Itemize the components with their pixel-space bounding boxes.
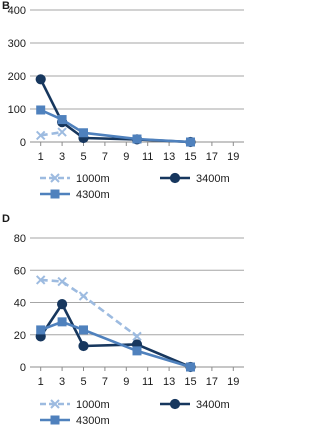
- data-point-4300m: [58, 317, 67, 326]
- y-tick-label: 100: [7, 104, 26, 116]
- legend-entry: [40, 173, 110, 185]
- x-tick-label: 19: [227, 151, 240, 163]
- series-line-3400m: [41, 304, 191, 367]
- data-point-3400m: [58, 300, 67, 309]
- y-tick-label: 400: [7, 5, 26, 17]
- data-point-4300m: [36, 105, 45, 114]
- x-tick-label: 1: [37, 151, 44, 163]
- y-tick-label: 300: [7, 38, 26, 50]
- legend-entry: [160, 173, 230, 185]
- x-tick-label: 15: [184, 376, 197, 388]
- data-point-1000m: [133, 332, 141, 340]
- y-tick-label: 20: [13, 329, 26, 342]
- series-line-1000m: [41, 280, 137, 337]
- y-tick-label: 200: [7, 71, 26, 83]
- legend-label: 4300m: [76, 415, 110, 427]
- chart-panel-d: [2, 213, 244, 427]
- legend-swatch-marker: [51, 190, 60, 199]
- data-point-4300m: [133, 135, 142, 144]
- legend-entry: [40, 415, 110, 427]
- y-tick-label: 0: [19, 137, 26, 149]
- legend-label: 3400m: [196, 173, 230, 185]
- legend-label: 1000m: [76, 399, 110, 411]
- panel-letter: B: [2, 0, 10, 12]
- x-tick-label: 3: [59, 376, 66, 388]
- y-tick-label: 80: [13, 233, 26, 245]
- y-tick-label: 0: [19, 362, 26, 374]
- legend-label: 3400m: [196, 399, 230, 411]
- x-tick-label: 1: [37, 376, 44, 388]
- data-point-1000m: [58, 278, 66, 286]
- data-point-4300m: [186, 138, 195, 147]
- x-tick-label: 5: [80, 151, 87, 163]
- x-tick-label: 3: [59, 151, 66, 163]
- data-point-4300m: [186, 363, 195, 372]
- data-point-1000m: [58, 128, 66, 136]
- data-point-4300m: [79, 325, 88, 334]
- legend-label: 1000m: [76, 173, 110, 185]
- data-point-4300m: [36, 325, 45, 334]
- data-point-4300m: [133, 346, 142, 355]
- data-point-3400m: [36, 75, 45, 84]
- data-point-4300m: [58, 115, 67, 124]
- x-tick-label: 17: [205, 376, 219, 388]
- x-tick-label: 13: [162, 376, 176, 388]
- legend-swatch-marker: [170, 173, 179, 182]
- legend-label: 4300m: [76, 189, 110, 201]
- data-point-1000m: [80, 292, 88, 300]
- legend-entry: [40, 399, 110, 411]
- data-point-4300m: [79, 128, 88, 137]
- x-tick-label: 9: [123, 376, 130, 388]
- x-tick-label: 7: [101, 151, 108, 163]
- legend-entry: [160, 399, 230, 411]
- x-tick-label: 17: [205, 151, 219, 163]
- legend-swatch-marker: [51, 416, 60, 425]
- y-tick-label: 60: [13, 265, 26, 278]
- chart-panel-b: [2, 0, 244, 201]
- x-tick-label: 9: [123, 151, 130, 163]
- y-tick-label: 40: [13, 297, 26, 310]
- data-point-3400m: [79, 341, 88, 350]
- x-tick-label: 19: [227, 376, 240, 388]
- panel-letter: D: [2, 213, 10, 225]
- x-tick-label: 11: [141, 151, 154, 163]
- x-tick-label: 11: [141, 376, 154, 388]
- legend-entry: [40, 189, 110, 201]
- legend-swatch-marker: [170, 399, 179, 408]
- x-tick-label: 13: [162, 151, 176, 163]
- x-tick-label: 15: [184, 151, 197, 163]
- x-tick-label: 7: [101, 376, 108, 388]
- x-tick-label: 5: [80, 376, 87, 388]
